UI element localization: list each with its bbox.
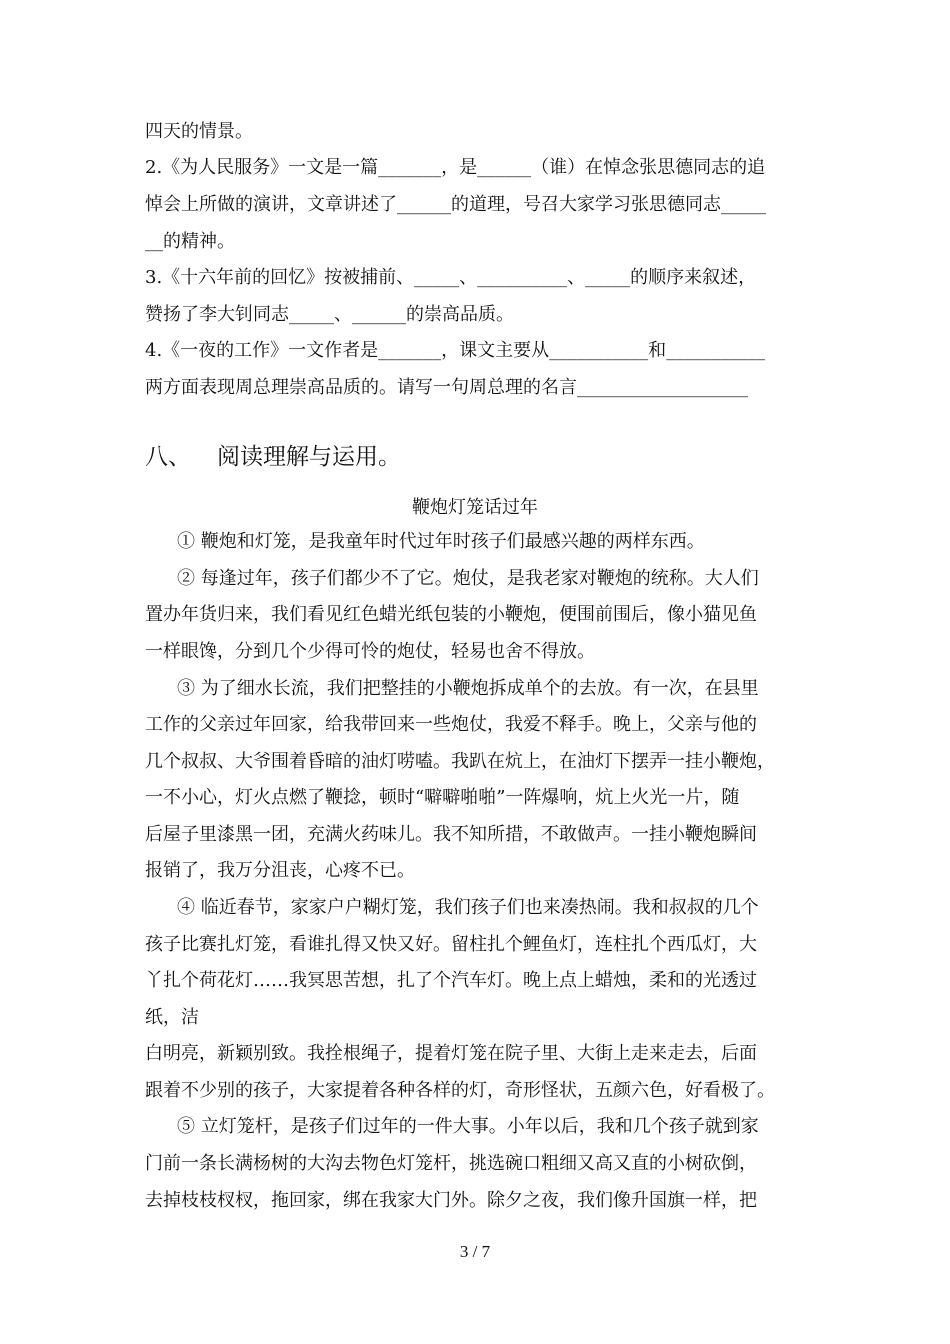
section-number: 八、 [145, 444, 191, 470]
section-heading [145, 441, 401, 473]
q3-line-2: 赞扬了李大钊同志_____、______的崇高品质。 [145, 304, 514, 325]
article-line: 一样眼馋，分到几个少得可怜的炮仗，轻易也舍不得放。 [145, 641, 595, 662]
article-line: 几个叔叔、大爷围着昏暗的油灯唠嗑。我趴在炕上，在油灯下摆弄一挂小鞭炮， [145, 751, 775, 772]
article-line: 白明亮，新颖别致。我拴根绳子，提着灯笼在院子里、大街上走来走去，后面 [145, 1043, 757, 1064]
article-title: 鞭炮灯笼话过年 [412, 497, 538, 518]
q1-tail-line: 四天的情景。 [145, 121, 253, 142]
article-line: ④ 临近春节，家家户户糊灯笼，我们孩子们也来凑热闹。我和叔叔的几个 [177, 897, 759, 918]
q2-line-1: 2.《为人民服务》一文是一篇_______，是______（谁）在悼念张思德同志的追 [145, 157, 766, 178]
page-number: 3 / 7 [459, 1242, 491, 1261]
article-line: ① 鞭炮和灯笼，是我童年时代过年时孩子们最感兴趣的两样东西。 [177, 531, 705, 552]
article-line: ② 每逢过年，孩子们都少不了它。炮仗，是我老家对鞭炮的统称。大人们 [177, 568, 759, 589]
q3-line-1: 3.《十六年前的回忆》按被捕前、_____、__________、_____的顺序来叙述， [145, 267, 757, 288]
q2-line-2: 悼会上所做的演讲，文章讲述了______的道理，号召大家学习张思德同志_____ [145, 194, 766, 215]
article-line: 门前一条长满杨树的大沟去物色灯笼杆，挑选碗口粗细又高又直的小树砍倒， [145, 1153, 757, 1174]
article-line: 报销了，我万分沮丧，心疼不已。 [145, 860, 415, 881]
article-line: 纸，洁 [145, 1007, 199, 1028]
article-line: 孩子比赛扎灯笼，看谁扎得又快又好。留柱扎个鲤鱼灯，连柱扎个西瓜灯，大 [145, 934, 757, 955]
article-line: 后屋子里漆黑一团，充满火药味儿。我不知所措，不敢做声。一挂小鞭炮瞬间 [145, 824, 757, 845]
section-title: 阅读理解与运用。 [217, 444, 401, 470]
article-line: 一不小心，灯火点燃了鞭捻，顿时“噼噼啪啪”一阵爆响，炕上火光一片，随 [145, 787, 740, 808]
article-line: 置办年货归来，我们看见红色蜡光纸包装的小鞭炮，便围前围后，像小猫见鱼 [145, 604, 757, 625]
article-line: 丫扎个荷花灯……我冥思苦想，扎了个汽车灯。晚上点上蜡烛，柔和的光透过 [145, 970, 757, 991]
q4-line-2: 两方面表现周总理崇高品质的。请写一句周总理的名言___________________ [145, 377, 748, 398]
q4-line-1: 4.《一夜的工作》一文作者是_______，课文主要从___________和___________ [145, 340, 766, 361]
article-line: ③ 为了细水长流，我们把整挂的小鞭炮拆成单个的去放。有一次，在县里 [177, 678, 759, 699]
article-line: 去掉枝枝杈杈，拖回家，绑在我家大门外。除夕之夜，我们像升国旗一样，把 [145, 1190, 757, 1211]
article-line: 跟着不少别的孩子，大家提着各种各样的灯，奇形怪状，五颜六色，好看极了。 [145, 1080, 775, 1101]
q2-line-3: __的精神。 [145, 231, 235, 252]
article-line: 工作的父亲过年回家，给我带回来一些炮仗，我爱不释手。晚上，父亲与他的 [145, 714, 757, 735]
article-line: ⑤ 立灯笼杆，是孩子们过年的一件大事。小年以后，我和几个孩子就到家 [177, 1116, 759, 1137]
